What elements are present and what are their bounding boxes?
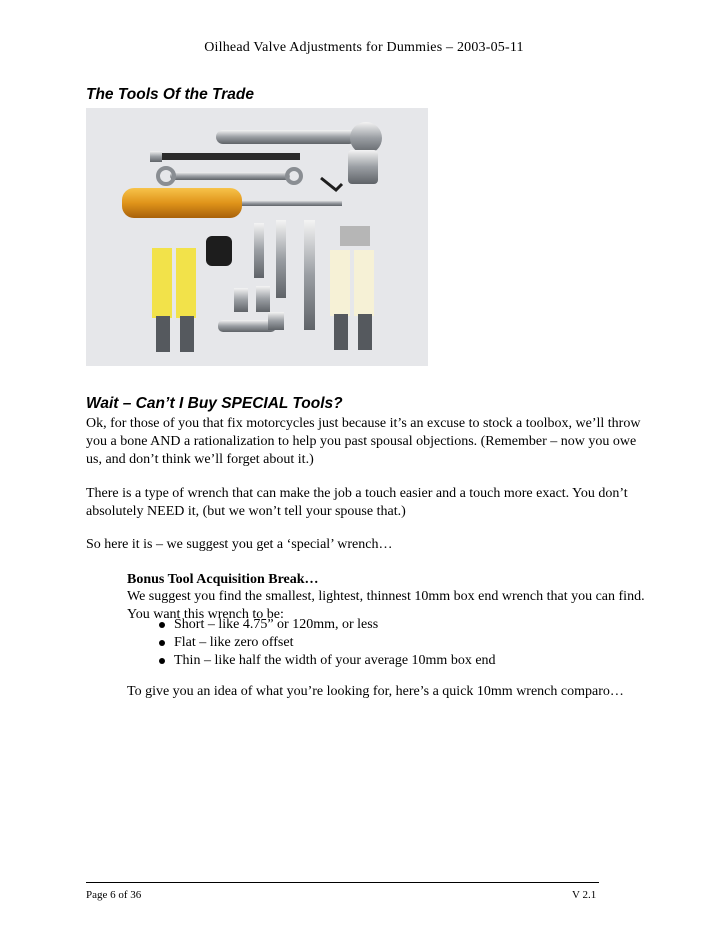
wrench-requirements-list — [0, 616, 600, 670]
paragraph-wrench-type: There is a type of wrench that can make the job a touch easier and a touch more exact. You don’t absolutely NEED it, (but we won’t tell your spouse that.) — [86, 486, 628, 519]
paragraph-special-wrench: So here it is – we suggest you get a ‘special’ wrench… — [86, 537, 393, 552]
list-item: Short – like 4.75” or 120mm, or less — [0, 616, 600, 634]
bullet-icon — [159, 640, 165, 646]
comparo-intro: To give you an idea of what you’re looking for, here’s a quick 10mm wrench comparo… — [127, 684, 624, 699]
bullet-icon — [159, 658, 165, 664]
bonus-text: We suggest you find the smallest, lightest, thinnest 10mm box end wrench that you can find. You want this wrench to be: — [127, 589, 645, 622]
section-heading-special-tools: Wait – Can’t I Buy SPECIAL Tools? — [86, 395, 343, 412]
bonus-title: Bonus Tool Acquisition Break… — [127, 572, 319, 587]
page-number: Page 6 of 36 — [86, 889, 142, 901]
tools-photo — [86, 108, 428, 366]
version-label: V 2.1 — [572, 889, 597, 901]
list-item: Flat – like zero offset — [0, 634, 600, 652]
bullet-icon — [159, 622, 165, 628]
page-header: Oilhead Valve Adjustments for Dummies – 2003-05-11 — [204, 40, 524, 55]
section-heading-tools: The Tools Of the Trade — [86, 86, 254, 103]
tools-illustration — [86, 108, 428, 366]
footer-divider — [86, 882, 599, 883]
list-item: Thin – like half the width of your average 10mm box end — [0, 652, 600, 670]
paragraph-motorcycles: Ok, for those of you that fix motorcycles just because it’s an excuse to stock a toolbox, we’ll throw you a bone AND a rationalization to help you past spousal objections. (Remember – now you owe us, and don’t think we’ll forget about it.) — [86, 416, 641, 467]
